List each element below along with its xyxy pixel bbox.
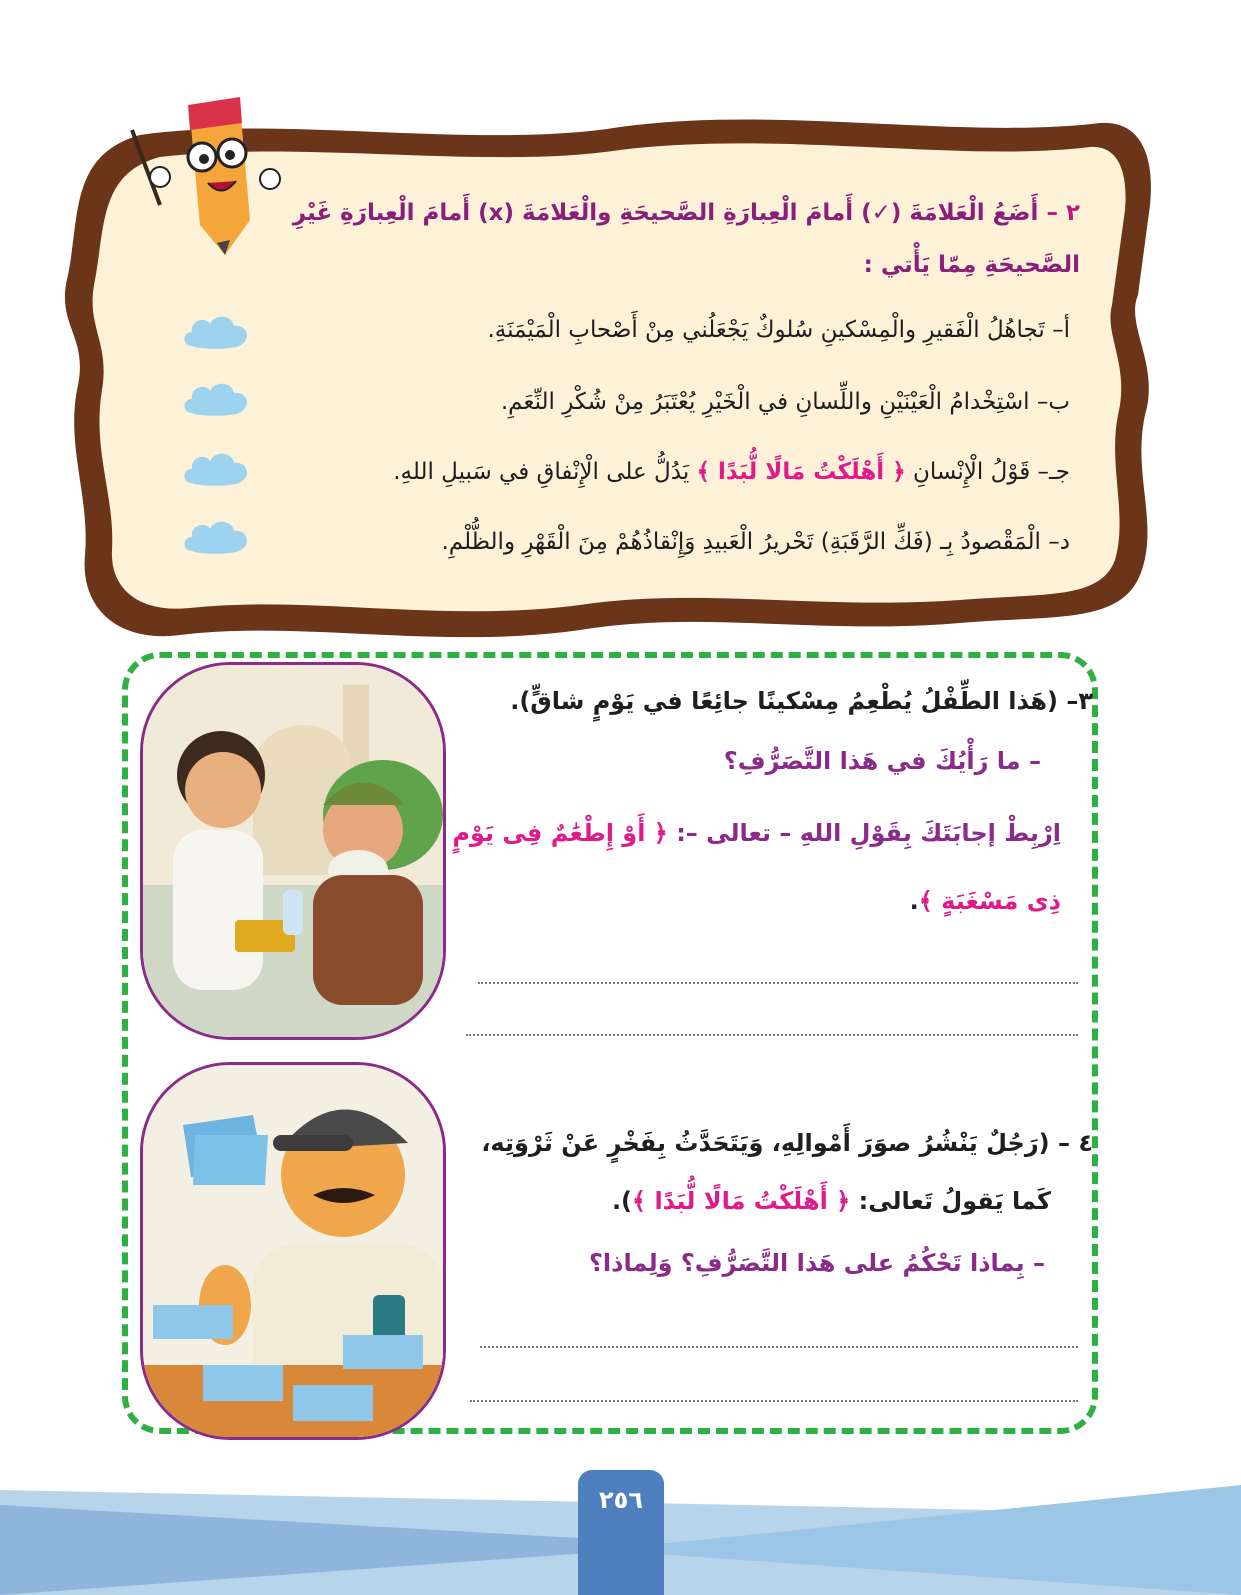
- answer-cloud-b[interactable]: [180, 377, 254, 419]
- statement-prefix: أ–: [1052, 317, 1070, 343]
- statement-text: قَوْلُ الْإِنْسانِ: [912, 459, 1031, 485]
- q3-question: – ما رَأْيُكَ في هَذا التَّصَرُّفِ؟: [723, 747, 1041, 775]
- q4-statement-text: (رَجُلٌ يَنْشُرُ صوَرَ أَمْوالِهِ، وَيَتَحَدَّثُ بِفَخْرٍ عَنْ ثَرْوَتِه،: [481, 1129, 1050, 1157]
- q4-number: ٤ –: [1057, 1129, 1093, 1157]
- page-number: ٢٥٦: [578, 1470, 664, 1595]
- q3-statement-text: (هَذا الطِّفْلُ يُطْعِمُ مِسْكينًا جائِعًا في يَوْمٍ شاقٍّ).: [510, 687, 1058, 715]
- q2-instruction: [180, 187, 1080, 291]
- statement-b: [270, 385, 1070, 419]
- q4-statement: [193, 1122, 1093, 1164]
- q3-link-line: [341, 812, 1061, 854]
- quran-quote: ذِى مَسْغَبَةٍ ﴾: [918, 887, 1061, 915]
- statement-text: تَجاهُلُ الْفَقيرِ والْمِسْكينِ سُلوكٌ يَجْعَلُني مِنْ أَصْحابِ الْمَيْمَنَةِ.: [487, 317, 1045, 343]
- statement-a: [270, 313, 1070, 347]
- q2-number: ٢ –: [1046, 200, 1080, 226]
- answer-line[interactable]: [466, 1034, 1078, 1036]
- q4-line2-end: ).: [611, 1187, 633, 1215]
- statement-d: [270, 525, 1070, 559]
- q3-end: .: [909, 887, 919, 915]
- statement-text: اسْتِخْدامُ الْعَيْنَيْنِ واللِّسانِ في الْخَيْرِ يُعْتَبَرُ مِنْ شُكْرِ النِّعَمِ.: [500, 389, 1030, 415]
- q2-instruction-line2: الصَّحيحَةِ مِمّا يَأْتي :: [863, 252, 1080, 278]
- statement-text: يَدُلُّ على الْإِنْفاقِ في سَبيلِ اللهِ.: [393, 459, 690, 485]
- statement-text: الْمَقْصودُ بِـ (فَكِّ الرَّقَبَةِ) تَحْريرُ الْعَبيدِ وَإِنْقاذُهُمْ مِنَ الْقَهْرِ والظُّلْمِ.: [441, 529, 1041, 555]
- q3-statement: [213, 680, 1093, 722]
- q4-line2-prefix: كَما يَقولُ تَعالى:: [858, 1187, 1051, 1215]
- q2-instruction-line1: أَضَعُ الْعَلامَةَ (✓) أَمامَ الْعِبارَةِ الصَّحيحَةِ والْعَلامَةَ (x) أَمامَ الْعِبارَةِ غَيْرِ: [292, 200, 1039, 226]
- quran-quote: ﴿ أَهْلَكْتُ مَالًا لُّبَدًا ﴾: [696, 459, 906, 485]
- answer-cloud-a[interactable]: [180, 310, 254, 352]
- answer-line[interactable]: [478, 982, 1078, 984]
- q3-quote-line2: [341, 880, 1061, 922]
- q3-number: ٣–: [1066, 687, 1093, 715]
- answer-cloud-d[interactable]: [180, 515, 254, 557]
- q4-question: – بِماذا تَحْكُمُ على هَذا التَّصَرُّفِ؟ وَلِماذا؟: [589, 1249, 1045, 1277]
- statement-prefix: د–: [1048, 529, 1070, 555]
- statement-prefix: ب–: [1036, 389, 1070, 415]
- q4-quote-line: [351, 1180, 1051, 1222]
- answer-cloud-c[interactable]: [180, 447, 254, 489]
- answer-line[interactable]: [480, 1346, 1078, 1348]
- answer-line[interactable]: [470, 1400, 1078, 1402]
- wood-frame-section: [60, 95, 1180, 655]
- q3-link-prefix: اِرْبِطْ إجابَتَكَ بِقَوْلِ اللهِ – تعالى –:: [676, 819, 1061, 847]
- statement-prefix: جـ–: [1037, 459, 1070, 485]
- quran-quote: ﴿ أَهْلَكْتُ مَالًا لُّبَدًا ﴾: [632, 1187, 851, 1215]
- quran-quote: ﴿ أَوْ إِطْعَٰمٌ فِى يَوْمٍ: [452, 819, 668, 847]
- statement-c: [270, 455, 1070, 489]
